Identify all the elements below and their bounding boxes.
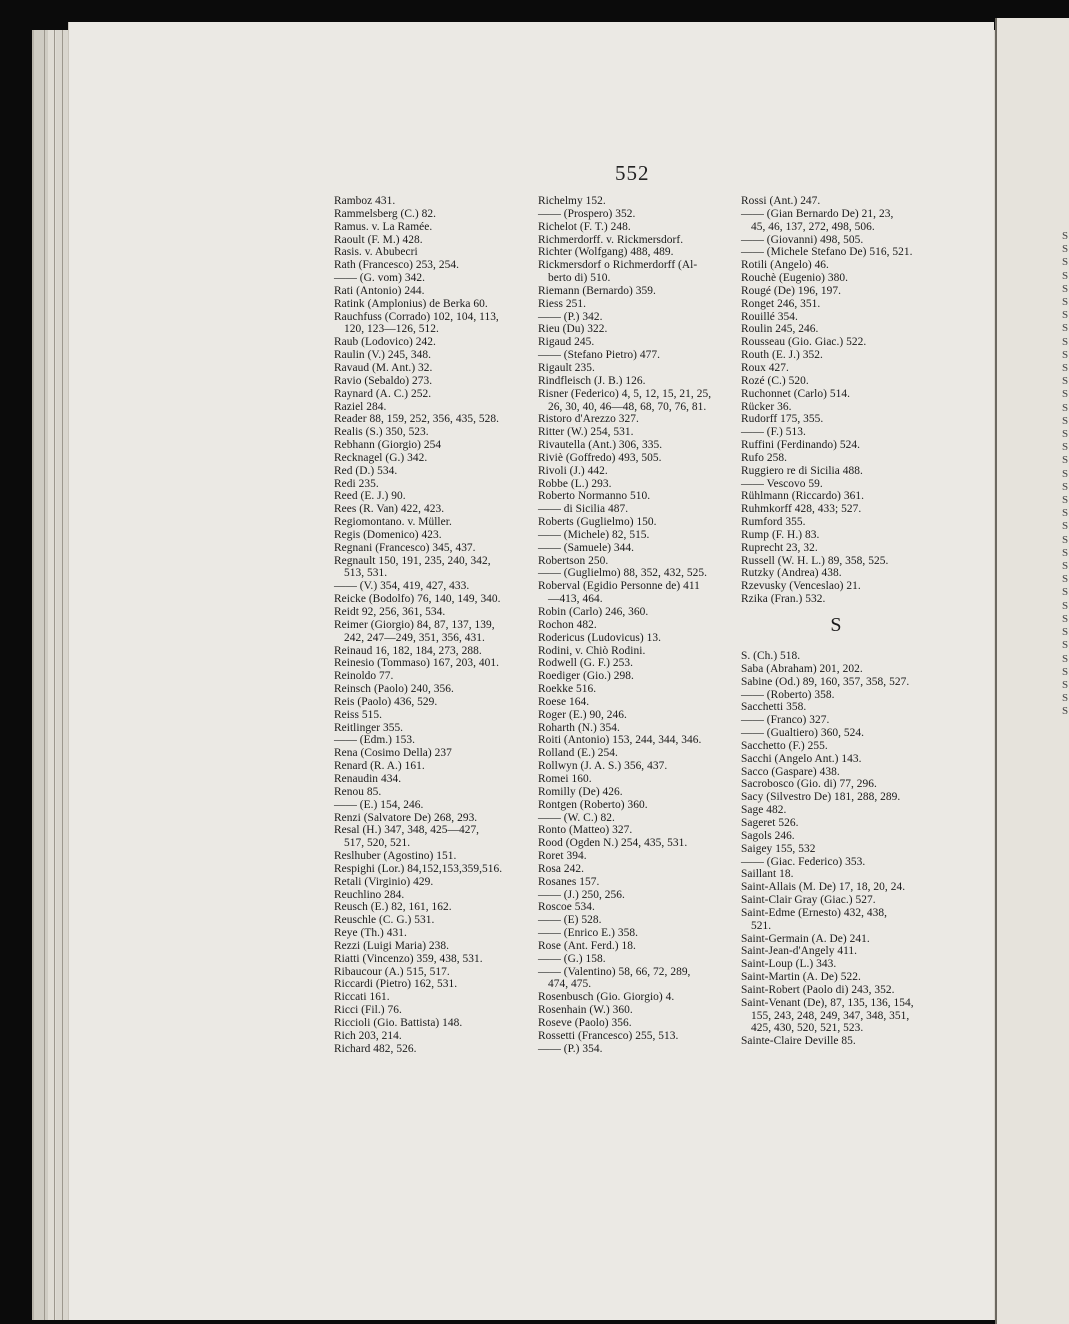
index-column-2 [538,195,738,1056]
index-entry: Roret 394. [538,850,587,863]
index-entry: Rouillé 354. [741,310,798,323]
index-entry: —— (W. C.) 82. [538,811,615,824]
index-entry: Rigaud 245. [538,336,595,349]
index-entry: Roux 427. [741,361,789,374]
index-entry: —— (Guglielmo) 88, 352, 432, 525. [538,567,708,580]
index-entry: Redi 235. [334,477,379,490]
index-entry: —— (Michele Stefano De) 516, 521. [741,246,913,259]
index-entry: Rivautella (Ant.) 306, 335. [538,439,663,452]
index-entry-continuation: 242, 247—249, 351, 356, 431. [344,631,485,644]
index-entry: Saint-Allais (M. De) 17, 18, 20, 24. [741,881,906,894]
index-entry: Riccati 161. [334,991,390,1004]
index-entry: Rees (R. Van) 422, 423. [334,503,445,516]
index-entry: Saint-Jean-d'Angely 411. [741,945,858,958]
index-entry: Rich 203, 214. [334,1029,402,1042]
index-entry: Retali (Virginio) 429. [334,875,434,888]
index-entry: Rzevusky (Venceslao) 21. [741,580,861,593]
index-entry: Risner (Federico) 4, 5, 12, 15, 21, 25, [538,387,712,400]
index-entry: Reuschle (C. G.) 531. [334,914,435,927]
index-entry: Riatti (Vincenzo) 359, 438, 531. [334,952,483,965]
index-entry: Saba (Abraham) 201, 202. [741,662,863,675]
index-column-1 [334,195,534,1056]
index-entry: Rotili (Angelo) 46. [741,259,829,272]
index-entry: Roberval (Egidio Personne de) 411 [538,580,700,593]
index-entry: Reinoldo 77. [334,670,394,683]
index-entry: Saint-Edme (Ernesto) 432, 438, [741,906,888,919]
index-entry: Rath (Francesco) 253, 254. [334,259,459,272]
index-entry: Rickmersdorf o Richmerdorff (Al- [538,259,698,272]
index-entry: Ruprecht 23, 32. [741,541,818,554]
index-entry-continuation: 517, 520, 521. [344,837,411,850]
index-entry: Rolland (E.) 254. [538,747,618,760]
index-entry: Rudorff 175, 355. [741,413,824,426]
page-number: 552 [615,161,650,185]
index-entry: Rumford 355. [741,516,806,529]
facing-page-glyphs: S S S S S S S S S S S S S S S S S S S S S S S S S S S S S S S S S S S S S [1062,230,1069,718]
index-entry: Reimer (Giorgio) 84, 87, 137, 139, [334,618,495,631]
index-entry: —— (G. vom) 342. [334,272,425,285]
index-entry: Roger (E.) 90, 246. [538,708,627,721]
index-entry-continuation: 521. [751,919,772,932]
index-entry: Roediger (Gio.) 298. [538,670,634,683]
index-entry: —— (P.) 354. [538,1042,603,1055]
index-entry: Rasis. v. Abubecri [334,246,418,259]
index-entry: Robertson 250. [538,554,609,567]
index-entry: Ruffini (Ferdinando) 524. [741,439,861,452]
index-entry: Riviè (Goffredo) 493, 505. [538,451,662,464]
index-entry: Richmerdorff. v. Rickmersdorf. [538,233,684,246]
index-entry: Ronget 246, 351. [741,297,821,310]
index-entry: Ronto (Matteo) 327. [538,824,633,837]
index-entry: Saigey 155, 532 [741,842,816,855]
index-entry: Rufo 258. [741,451,788,464]
index-entry: Ramus. v. La Ramée. [334,220,433,233]
index-entry: Rozé (C.) 520. [741,374,809,387]
index-entry: Rivoli (J.) 442. [538,464,608,477]
index-entry: Roulin 245, 246. [741,323,819,336]
index-entry-continuation: 120, 123—126, 512. [344,323,439,336]
index-entry: Roharth (N.) 354. [538,721,620,734]
index-entry: Reader 88, 159, 252, 356, 435, 528. [334,413,499,426]
index-entry: Ristoro d'Arezzo 327. [538,413,639,426]
index-entry: Rosenhain (W.) 360. [538,1004,633,1017]
index-entry: Robin (Carlo) 246, 360. [538,606,649,618]
index-entry-continuation: 513, 531. [344,567,388,580]
index-entry: Riccardi (Pietro) 162, 531. [334,978,458,991]
index-entry: Rose (Ant. Ferd.) 18. [538,939,636,952]
index-entry: Ricci (Fil.) 76. [334,1004,402,1017]
index-entry: —— (F.) 513. [741,426,806,439]
index-entry: —— (P.) 342. [538,310,603,323]
index-entry: Sainte-Claire Deville 85. [741,1035,856,1048]
index-entry: Roiti (Antonio) 153, 244, 344, 346. [538,734,702,747]
index-entry: Rossetti (Francesco) 255, 513. [538,1029,679,1042]
index-entry: Ravio (Sebaldo) 273. [334,374,433,387]
index-entry: Riess 251. [538,297,586,310]
index-entry: Raoult (F. M.) 428. [334,233,423,246]
index-entry: Ratink (Amplonius) de Berka 60. [334,297,488,310]
index-entry: Reinaud 16, 182, 184, 273, 288. [334,644,482,657]
index-entry: Rossi (Ant.) 247. [741,195,821,207]
index-entry: Robbe (L.) 293. [538,477,612,490]
index-entry: —— (Gian Bernardo De) 21, 23, [741,207,894,220]
index-entry-continuation: berto di) 510. [548,272,611,285]
index-entry: —— Vescovo 59. [741,477,823,490]
index-entry: Sagols 246. [741,829,795,842]
index-entry: Rezzi (Luigi Maria) 238. [334,939,450,952]
index-entry: Rutzky (Andrea) 438. [741,567,842,580]
index-entry-continuation: 155, 243, 248, 249, 347, 348, 351, [751,1009,910,1022]
index-entry: S. (Ch.) 518. [741,650,801,662]
index-entry: Richelmy 152. [538,195,606,207]
index-s-section [741,650,941,1048]
index-entry: Rontgen (Roberto) 360. [538,798,648,811]
index-entry-continuation: 26, 30, 40, 46—48, 68, 70, 76, 81. [548,400,707,413]
index-entry: Ravaud (M. Ant.) 32. [334,361,433,374]
index-column-3 [741,195,941,1048]
index-entry: Sacchetti 358. [741,701,807,714]
index-entry: Rieu (Du) 322. [538,323,608,336]
index-entry: Ribaucour (A.) 515, 517. [334,965,450,978]
index-entry: Sacy (Silvestro De) 181, 288, 289. [741,791,901,804]
index-entry: Saint-Germain (A. De) 241. [741,932,870,945]
index-entry: Richter (Wolfgang) 488, 489. [538,246,674,259]
index-entry: Roekke 516. [538,683,597,696]
index-entry: Saint-Clair Gray (Giac.) 527. [741,894,876,907]
index-entry-continuation: 45, 46, 137, 272, 498, 506. [751,220,875,233]
index-entry: Richelot (F. T.) 248. [538,220,631,233]
index-entry: Rood (Ogden N.) 254, 435, 531. [538,837,688,850]
index-entry: Rammelsberg (C.) 82. [334,207,437,220]
index-entry: Romei 160. [538,772,592,785]
index-entry: Ritter (W.) 254, 531. [538,426,634,439]
index-entry: —— (V.) 354, 419, 427, 433. [334,580,470,593]
index-entry: Rousseau (Gio. Giac.) 522. [741,336,867,349]
index-entry: Routh (E. J.) 352. [741,349,823,362]
index-entry: Renard (R. A.) 161. [334,760,425,773]
index-entry: Sage 482. [741,804,787,817]
index-entry: Realis (S.) 350, 523. [334,426,429,439]
index-entry: Ruggiero re di Sicilia 488. [741,464,863,477]
index-entry: Raub (Lodovico) 242. [334,336,436,349]
index-entry: Regnani (Francesco) 345, 437. [334,541,476,554]
index-entry: Saint-Robert (Paolo di) 243, 352. [741,983,895,996]
index-entry: —— (G.) 158. [538,952,606,965]
index-entry: Roseve (Paolo) 356. [538,1017,632,1029]
index-entry: Raulin (V.) 245, 348. [334,349,432,362]
index-entry: Ramboz 431. [334,195,396,207]
index-entry: Saint-Venant (De), 87, 135, 136, 154, [741,996,914,1009]
index-entry: Regiomontano. v. Müller. [334,516,452,529]
index-entry: Sacchetto (F.) 255. [741,739,828,752]
index-entry: Raziel 284. [334,400,387,413]
index-r-section-end [741,195,941,606]
index-entry: Rati (Antonio) 244. [334,284,425,297]
index-entry: Ruchonnet (Carlo) 514. [741,387,850,400]
index-entry: Riemann (Bernardo) 359. [538,284,656,297]
index-entry: Reuchlino 284. [334,888,405,901]
index-entry: Rigault 235. [538,361,595,374]
index-entry: Roberts (Guglielmo) 150. [538,516,657,529]
index-entry: Reidt 92, 256, 361, 534. [334,606,446,618]
index-entry: Regnault 150, 191, 235, 240, 342, [334,554,491,567]
index-entry: Reis (Paolo) 436, 529. [334,695,438,708]
index-entry: Resal (H.) 347, 348, 425—427, [334,824,480,837]
index-entry: Reslhuber (Agostino) 151. [334,850,457,863]
index-entry: Respighi (Lor.) 84,152,153,359,516. [334,862,503,875]
index-entry: Reed (E. J.) 90. [334,490,406,503]
index-entry: —— (J.) 250, 256. [538,888,625,901]
index-entry: Russell (W. H. L.) 89, 358, 525. [741,554,889,567]
index-entry: Rühlmann (Riccardo) 361. [741,490,864,503]
index-entry-continuation: 425, 430, 520, 521, 523. [751,1022,864,1035]
index-entry: —— (Prospero) 352. [538,207,636,220]
index-entry: Romilly (De) 426. [538,785,623,798]
index-entry: —— (Roberto) 358. [741,688,835,701]
index-entry: Rosenbusch (Gio. Giorgio) 4. [538,991,675,1004]
index-entry-continuation: 474, 475. [548,978,592,991]
index-entry: —— (Edm.) 153. [334,734,416,747]
index-entry: Sacrobosco (Gio. di) 77, 296. [741,778,877,791]
index-entry: Sacchi (Angelo Ant.) 143. [741,752,862,765]
page-stack-edge [54,30,55,1320]
index-entry: Rump (F. H.) 83. [741,528,820,541]
index-entry: —— (Giovanni) 498, 505. [741,233,864,246]
index-entry: —— (E) 528. [538,914,602,927]
index-entry: —— (Franco) 327. [741,714,830,727]
index-entry: Sacco (Gaspare) 438. [741,765,840,778]
index-entry: —— (Valentino) 58, 66, 72, 289, [538,965,691,978]
index-entry: —— (Samuele) 344. [538,541,635,554]
index-entry: Roese 164. [538,695,590,708]
index-entry: Reicke (Bodolfo) 76, 140, 149, 340. [334,593,501,606]
section-letter-heading: S [830,614,842,636]
index-entry: Ruhmkorff 428, 433; 527. [741,503,862,516]
index-entry: Sageret 526. [741,816,799,829]
index-entry: Rodwell (G. F.) 253. [538,657,634,670]
index-entry: Rosa 242. [538,862,585,875]
index-entry: Rebhann (Giorgio) 254 [334,439,442,452]
index-entry: Saint-Martin (A. De) 522. [741,971,861,984]
index-entry: Reye (Th.) 431. [334,927,407,940]
index-entry: Rzika (Fran.) 532. [741,593,826,606]
index-entry: Rauchfuss (Corrado) 102, 104, 113, [334,310,499,323]
index-entry: —— (Giac. Federico) 353. [741,855,866,868]
index-entry: Rodericus (Ludovicus) 13. [538,631,662,644]
index-entry: —— (Gualtiero) 360, 524. [741,727,864,740]
index-entry: Rochon 482. [538,618,597,631]
index-entry: —— di Sicilia 487. [538,503,629,516]
index-entry: Rena (Cosimo Della) 237 [334,747,452,760]
index-entry: —— (Enrico E.) 358. [538,927,638,940]
index-entry: Rougé (De) 196, 197. [741,284,842,297]
index-entry: —— (E.) 154, 246. [334,798,424,811]
index-entry: Rouchè (Eugenio) 380. [741,272,849,285]
index-entry: Rollwyn (J. A. S.) 356, 437. [538,760,668,773]
index-entry: Rücker 36. [741,400,792,413]
index-entry: Reinsch (Paolo) 240, 356. [334,683,454,696]
index-entry: Riccioli (Gio. Battista) 148. [334,1017,463,1029]
index-entry: Richard 482, 526. [334,1042,417,1055]
index-entry: Recknagel (G.) 342. [334,451,428,464]
index-entry: Reinesio (Tommaso) 167, 203, 401. [334,657,500,670]
index-entry: Regis (Domenico) 423. [334,528,442,541]
index-entry: —— (Stefano Pietro) 477. [538,349,661,362]
index-entry: Sabine (Od.) 89, 160, 357, 358, 527. [741,675,910,688]
facing-page [995,18,1069,1324]
index-entry: Raynard (A. C.) 252. [334,387,432,400]
index-entry: Saint-Loup (L.) 343. [741,958,837,971]
index-entry-continuation: —413, 464. [548,593,603,606]
index-entry: Roberto Normanno 510. [538,490,651,503]
index-entry: Saillant 18. [741,868,794,881]
index-entry: Roscoe 534. [538,901,595,914]
index-entry: —— (Michele) 82, 515. [538,528,650,541]
index-entry: Rindfleisch (J. B.) 126. [538,374,646,387]
index-entry: Reiss 515. [334,708,382,721]
index-entry: Reusch (E.) 82, 161, 162. [334,901,452,914]
index-entry: Rodini, v. Chiò Rodini. [538,644,646,657]
page-stack-edge [44,30,45,1320]
index-entry: Red (D.) 534. [334,464,398,477]
index-entry: Renaudin 434. [334,772,402,785]
index-entry: Rosanes 157. [538,875,600,888]
index-entry: Reitlinger 355. [334,721,404,734]
index-entry: Renzi (Salvatore De) 268, 293. [334,811,478,824]
index-entry: Renou 85. [334,785,382,798]
page-stack-edge [62,30,63,1320]
